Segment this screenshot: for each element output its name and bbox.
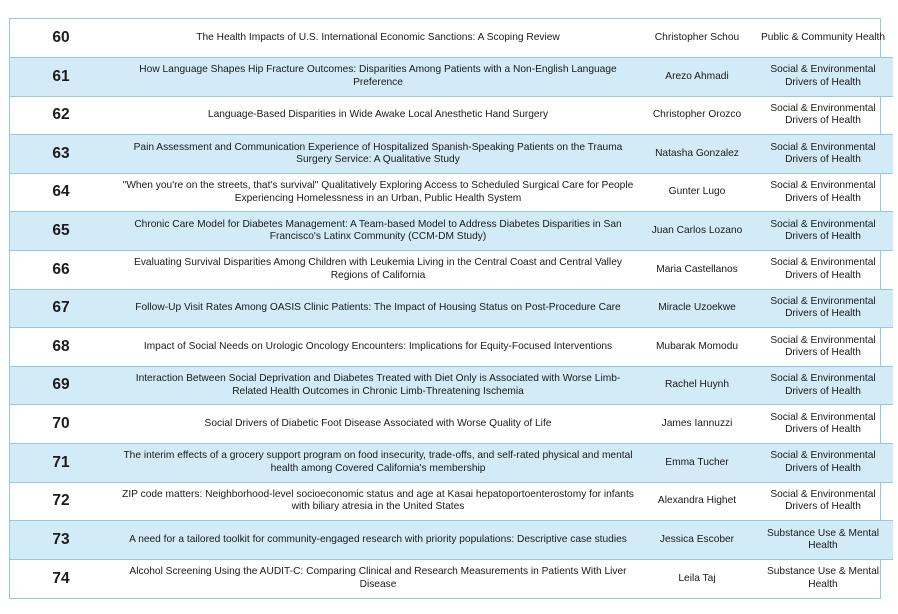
row-number: 73: [10, 521, 115, 560]
table-row: [10, 173, 893, 212]
category-label: Social & Environmental Drivers of Health: [753, 405, 893, 444]
presenter-name: Miracle Uzoekwe: [641, 289, 753, 328]
presenter-name: Gunter Lugo: [641, 173, 753, 212]
abstract-title: "When you're on the streets, that's survival" Qualitatively Exploring Access to Scheduled Surgical Care for People Experiencing Homelessness in an Urban, Public Health System: [115, 173, 641, 212]
row-number: 67: [10, 289, 115, 328]
table-row: [10, 328, 893, 367]
table-row: [10, 289, 893, 328]
row-number: 63: [10, 135, 115, 174]
abstract-title: A need for a tailored toolkit for community-engaged research with priority populations: Descriptive case studies: [115, 521, 641, 560]
presenter-name: Natasha Gonzalez: [641, 135, 753, 174]
category-label: Social & Environmental Drivers of Health: [753, 289, 893, 328]
abstract-title: Evaluating Survival Disparities Among Children with Leukemia Living in the Central Coast and Central Valley Regions of California: [115, 251, 641, 290]
abstract-title: How Language Shapes Hip Fracture Outcomes: Disparities Among Patients with a Non-English Language Preference: [115, 58, 641, 97]
row-number: 60: [52, 28, 70, 46]
abstract-title: Impact of Social Needs on Urologic Oncology Encounters: Implications for Equity-Focused Interventions: [115, 328, 641, 367]
abstract-title: ZIP code matters: Neighborhood-level socioeconomic status and age at Kasai hepatoportoenterostomy for infants with biliary atresia in the United States: [115, 482, 641, 521]
table-row: [10, 366, 893, 405]
category-label: Social & Environmental Drivers of Health: [753, 251, 893, 290]
presenter-name: Emma Tucher: [641, 444, 753, 483]
presenter-name: Juan Carlos Lozano: [641, 212, 753, 251]
category-label: Social & Environmental Drivers of Health: [753, 328, 893, 367]
abstract-title: The interim effects of a grocery support program on food insecurity, trade-offs, and self-rated physical and mental health among Covered California's membership: [115, 444, 641, 483]
table-row: [10, 482, 893, 521]
presenter-name: Maria Castellanos: [641, 251, 753, 290]
category-label: Social & Environmental Drivers of Health: [753, 482, 893, 521]
category-label: Social & Environmental Drivers of Health: [753, 173, 893, 212]
presenter-name: Alexandra Highet: [641, 482, 753, 521]
presenter-name: James Iannuzzi: [641, 405, 753, 444]
abstract-table: [10, 19, 893, 598]
table-row: [10, 212, 893, 251]
category-label: Social & Environmental Drivers of Health: [753, 96, 893, 135]
row-number: 61: [10, 58, 115, 97]
abstract-title: Social Drivers of Diabetic Foot Disease Associated with Worse Quality of Life: [115, 405, 641, 444]
row-number: 69: [10, 366, 115, 405]
category-label: Social & Environmental Drivers of Health: [753, 212, 893, 251]
table-row: [10, 405, 893, 444]
table-row: [10, 559, 893, 598]
presenter-name: Mubarak Momodu: [641, 328, 753, 367]
table-row: [10, 251, 893, 290]
presenter-name: Leila Taj: [641, 559, 753, 598]
category-label: Social & Environmental Drivers of Health: [753, 135, 893, 174]
presenter-name: Jessica Escober: [641, 521, 753, 560]
abstract-title: Language-Based Disparities in Wide Awake Local Anesthetic Hand Surgery: [115, 96, 641, 135]
row-number: 64: [10, 173, 115, 212]
abstract-title: Alcohol Screening Using the AUDIT-C: Comparing Clinical and Research Measurements in Patients With Liver Disease: [115, 559, 641, 598]
abstract-title: Pain Assessment and Communication Experience of Hospitalized Spanish-Speaking Patients on the Trauma Surgery Service: A Qualitative Study: [115, 135, 641, 174]
category-label: Substance Use & Mental Health: [753, 559, 893, 598]
presenter-name: Arezo Ahmadi: [641, 58, 753, 97]
category-label: Social & Environmental Drivers of Health: [753, 444, 893, 483]
table-row: [10, 96, 893, 135]
row-number: 68: [10, 328, 115, 367]
category-label: Substance Use & Mental Health: [753, 521, 893, 560]
abstract-title: Follow-Up Visit Rates Among OASIS Clinic Patients: The Impact of Housing Status on Post-Procedure Care: [115, 289, 641, 328]
row-number: 72: [10, 482, 115, 521]
category-label: Social & Environmental Drivers of Health: [753, 58, 893, 97]
table-row: [10, 19, 893, 58]
presenter-name: Rachel Huynh: [641, 366, 753, 405]
row-number: 71: [10, 444, 115, 483]
abstract-list: [9, 18, 885, 599]
row-number: 62: [10, 96, 115, 135]
table-row: [10, 521, 893, 560]
row-number: 65: [10, 212, 115, 251]
category-label: Public & Community Health: [761, 31, 885, 43]
presenter-name: Christopher Schou: [654, 31, 740, 43]
table-row: [10, 135, 893, 174]
category-label: Social & Environmental Drivers of Health: [753, 366, 893, 405]
row-number: 70: [10, 405, 115, 444]
row-number: 74: [10, 559, 115, 598]
abstract-title: The Health Impacts of U.S. International Economic Sanctions: A Scoping Review: [196, 31, 560, 43]
row-number: 66: [10, 251, 115, 290]
presenter-name: Christopher Orozco: [641, 96, 753, 135]
table-row: [10, 444, 893, 483]
abstract-title: Interaction Between Social Deprivation and Diabetes Treated with Diet Only is Associated with Worse Limb-Related Health Outcomes in Chronic Limb-Threatening Ischemia: [115, 366, 641, 405]
abstract-title: Chronic Care Model for Diabetes Management: A Team-based Model to Address Diabetes Disparities in San Francisco's Latinx Community (CCM-DM Study): [115, 212, 641, 251]
table-row: [10, 58, 893, 97]
